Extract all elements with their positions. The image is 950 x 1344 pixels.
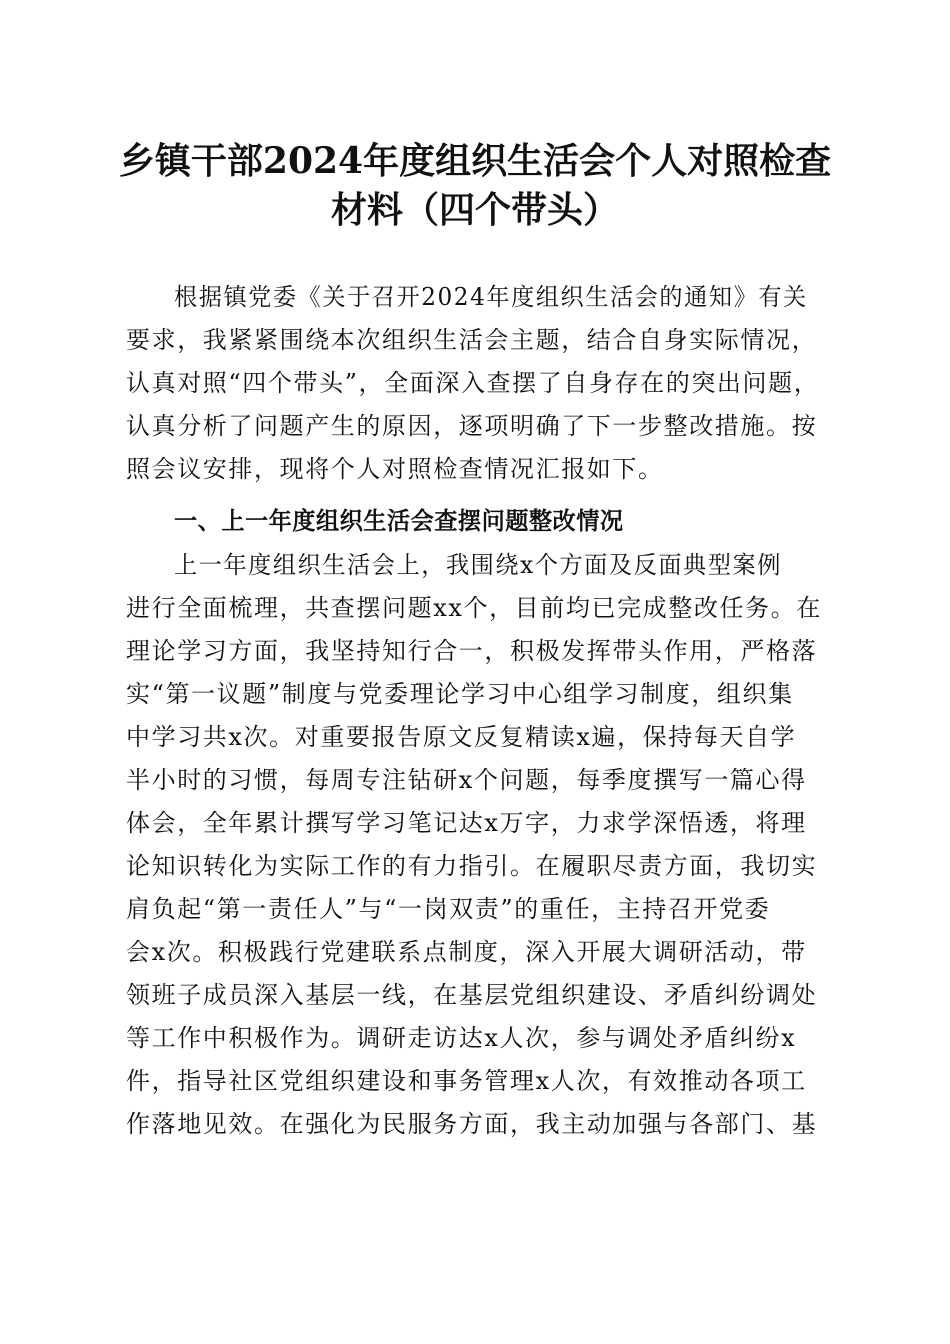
paragraph-2-line-5: 中学习共x次。对重要报告原文反复精读x遍，保持每天自学 — [126, 723, 797, 751]
paragraph-2-line-7: 体会，全年累计撰写学习笔记达x万字，力求学深悟透，将理 — [126, 809, 807, 837]
paragraph-2-line-11: 领班子成员深入基层一线，在基层党组织建设、矛盾纠纷调处 — [126, 981, 818, 1009]
paragraph-2-line-4: 实“第一议题”制度与党委理论学习中心组学习制度，组织集 — [126, 680, 794, 708]
paragraph-1-line-4: 认真分析了问题产生的原因，逐项明确了下一步整改措施。按 — [126, 412, 818, 440]
paragraph-2-line-13: 件，指导社区党组织建设和事务管理x人次，有效推动各项工 — [126, 1067, 807, 1095]
document-title-line-1: 乡镇干部2024年度组织生活会个人对照检查 — [118, 140, 832, 182]
paragraph-1-line-3: 认真对照“四个带头”，全面深入查摆了自身存在的突出问题， — [126, 369, 820, 397]
document-title-line-2: 材料（四个带头） — [330, 189, 619, 231]
paragraph-2-line-3: 理论学习方面，我坚持知行合一，积极发挥带头作用，严格落 — [126, 637, 818, 665]
paragraph-2-line-2: 进行全面梳理，共查摆问题xx个，目前均已完成整改任务。在 — [126, 594, 822, 622]
paragraph-2-line-14: 作落地见效。在强化为民服务方面，我主动加强与各部门、基 — [126, 1110, 818, 1138]
paragraph-1-line-2: 要求，我紧紧围绕本次组织生活会主题，结合自身实际情况， — [126, 326, 818, 354]
paragraph-2-line-9: 肩负起“第一责任人”与“一岗双责”的重任，主持召开党委 — [126, 895, 771, 923]
section-1-heading: 一、上一年度组织生活会查摆问题整改情况 — [174, 507, 624, 535]
paragraph-2-line-1: 上一年度组织生活会上，我围绕x个方面及反面典型案例 — [174, 551, 782, 579]
paragraph-2-line-6: 半小时的习惯，每周专注钻研x个问题，每季度撰写一篇心得 — [126, 766, 807, 794]
paragraph-2-line-12: 等工作中积极作为。调研走访达x人次，参与调处矛盾纠纷x — [126, 1024, 797, 1052]
paragraph-1-line-5: 照会议安排，现将个人对照检查情况汇报如下。 — [126, 455, 664, 483]
paragraph-1-line-1: 根据镇党委《关于召开2024年度组织生活会的通知》有关 — [174, 283, 808, 311]
paragraph-2-line-10: 会x次。积极践行党建联系点制度，深入开展大调研活动，带 — [126, 938, 807, 966]
paragraph-2-line-8: 论知识转化为实际工作的有力指引。在履职尽责方面，我切实 — [126, 852, 818, 880]
